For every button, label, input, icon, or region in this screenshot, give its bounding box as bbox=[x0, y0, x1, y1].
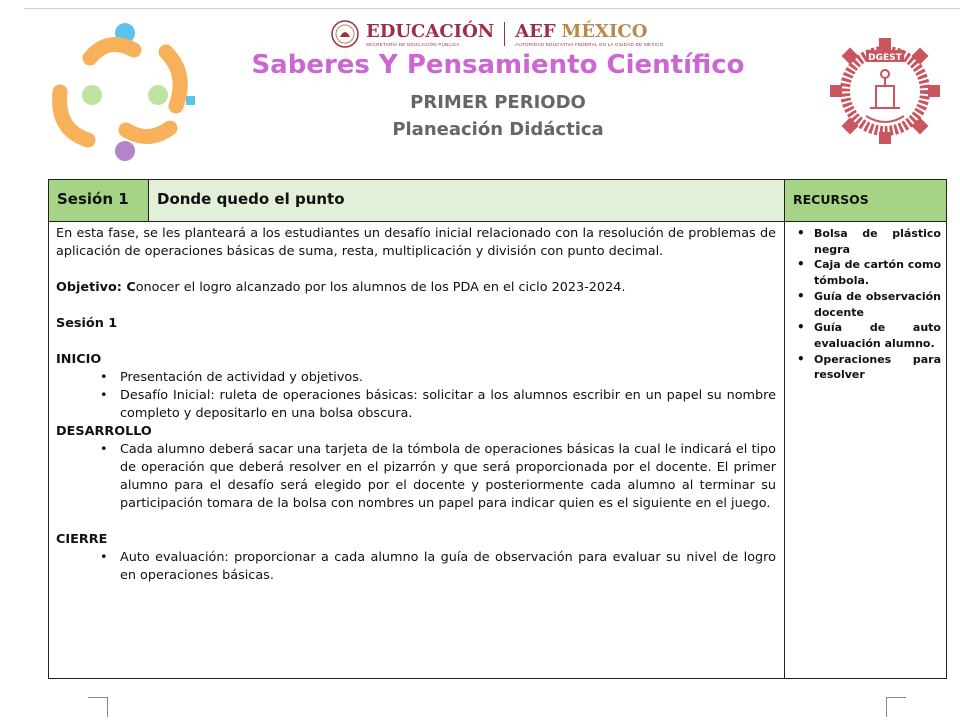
inicio-list bbox=[56, 369, 776, 423]
resource-item: • Bolsa de plástico negra bbox=[814, 226, 941, 257]
session-label: Sesión 1 bbox=[57, 190, 129, 208]
cierre-list bbox=[56, 549, 776, 585]
session-label-cell bbox=[49, 180, 149, 222]
list-item: • Presentación de actividad y objetivos. bbox=[120, 369, 776, 387]
resources-cell bbox=[785, 222, 946, 678]
resources-header-cell bbox=[785, 180, 946, 222]
desarrollo-heading: DESARROLLO bbox=[56, 424, 152, 439]
government-header bbox=[330, 18, 664, 50]
desarrollo-list bbox=[56, 441, 776, 513]
aef-country: MÉXICO bbox=[561, 20, 648, 42]
gov-separator bbox=[504, 22, 505, 46]
gov-sub: SECRETARÍA DE EDUCACIÓN PÚBLICA bbox=[366, 41, 460, 47]
lesson-table bbox=[48, 179, 947, 679]
resource-item: • Operaciones para resolver bbox=[814, 352, 941, 383]
resource-item: • Guía de observación docente bbox=[814, 289, 941, 320]
lesson-body-cell bbox=[49, 222, 785, 678]
resource-item: • Guía de auto evaluación alumno. bbox=[814, 320, 941, 351]
list-item: • Cada alumno deberá sacar una tarjeta de la tómbola de operaciones básicas la cual le indicará el tipo de operación que deberá resolver en el pizarrón y que será proporcionada por el docente. El primer alumno para el desafío será elegido por el docente y posteriormente cada alumno al terminar su participación tomara de la bolsa con nombres un papel para indicar quien es el siguiente en el juego. bbox=[120, 441, 776, 513]
session-heading: Sesión 1 bbox=[56, 316, 118, 331]
gov-name: EDUCACIÓN bbox=[366, 20, 495, 42]
list-item: • Desafío Inicial: ruleta de operaciones básicas: solicitar a los alumnos escribir en un papel su nombre completo y depositarlo en una bolsa obscura. bbox=[120, 387, 776, 423]
intro-paragraph: En esta fase, se les planteará a los estudiantes un desafío inicial relacionado con la resolución de problemas de aplicación de operaciones básicas de suma, resta, multiplicación y división con punto decimal. bbox=[56, 226, 776, 259]
dgest-text: DGEST bbox=[868, 53, 902, 63]
plan-subtitle: Planeación Didáctica bbox=[392, 119, 604, 140]
objective-label: Objetivo: C bbox=[56, 280, 136, 295]
resources-list bbox=[785, 222, 946, 383]
objective-paragraph bbox=[56, 279, 776, 297]
dgest-gear-logo bbox=[826, 36, 944, 146]
resource-item: • Caja de cartón como tómbola. bbox=[814, 257, 941, 288]
session-title-cell bbox=[149, 180, 785, 222]
eagle-seal-icon bbox=[330, 19, 360, 49]
list-item: • Auto evaluación: proporcionar a cada alumno la guía de observación para evaluar su nivel de logro en operaciones básicas. bbox=[120, 549, 776, 585]
top-rule bbox=[24, 8, 960, 9]
objective-text: onocer el logro alcanzado por los alumnos de los PDA en el ciclo 2023-2024. bbox=[135, 280, 626, 295]
cierre-heading: CIERRE bbox=[56, 532, 108, 547]
crop-mark-right bbox=[886, 697, 906, 717]
crop-mark-left bbox=[88, 697, 108, 717]
resources-label: RECURSOS bbox=[793, 192, 869, 207]
aef-sub: AUTORIDAD EDUCATIVA FEDERAL EN LA CIUDAD DE MÉXICO bbox=[515, 41, 664, 47]
inicio-heading: INICIO bbox=[56, 352, 102, 367]
period-title: PRIMER PERIODO bbox=[410, 92, 586, 113]
session-title: Donde quedo el punto bbox=[157, 190, 345, 208]
aef-prefix: AEF bbox=[515, 20, 556, 42]
page-title: Saberes Y Pensamiento Científico bbox=[251, 50, 745, 80]
